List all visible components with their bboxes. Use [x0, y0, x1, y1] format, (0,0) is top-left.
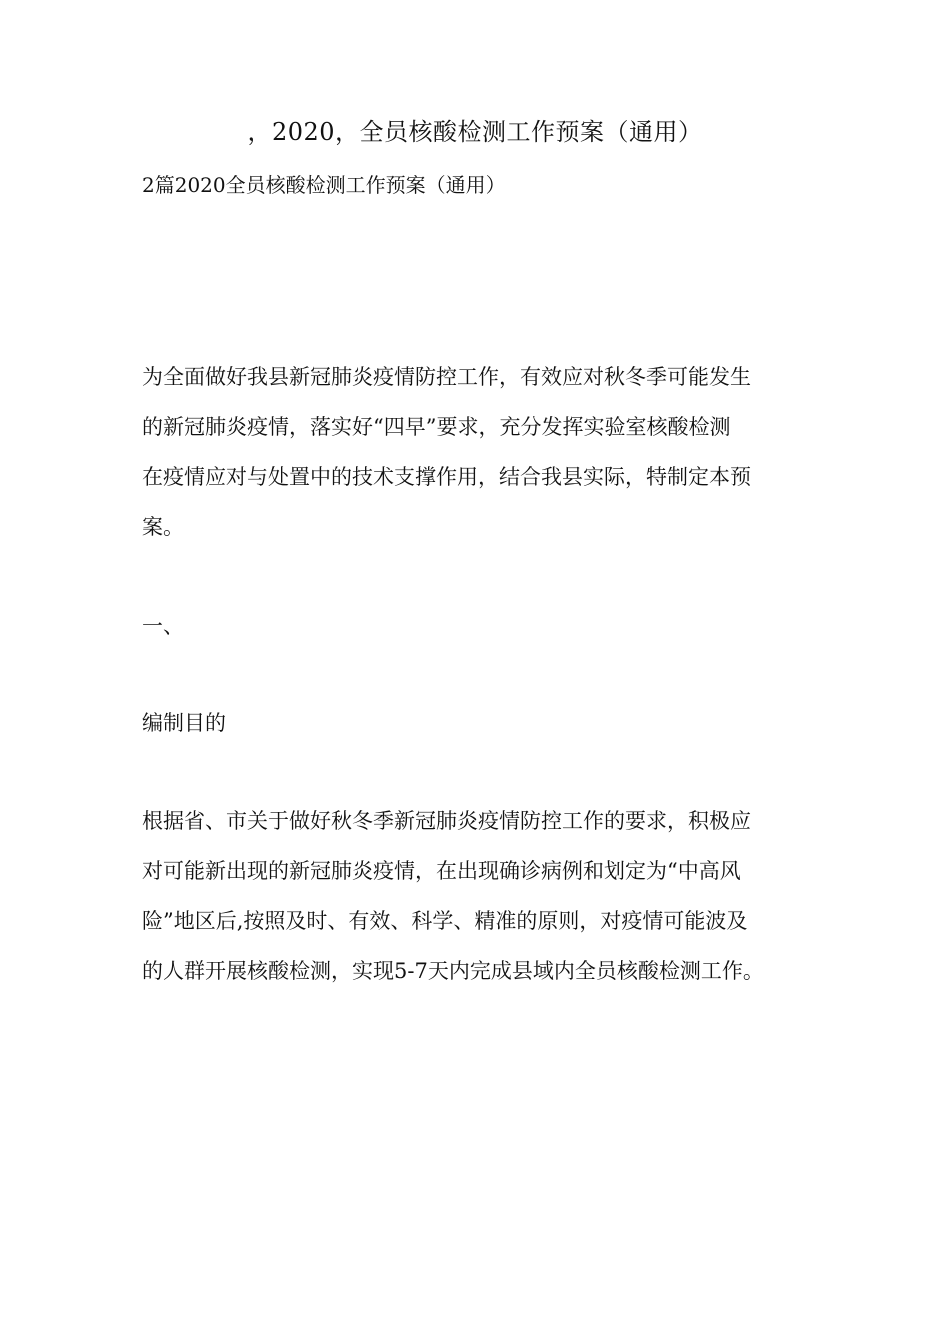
section-heading: 编制目的 [142, 711, 226, 735]
purpose-line: 对可能新出现的新冠肺炎疫情，在出现确诊病例和划定为“中高风 [142, 859, 741, 883]
intro-line: 为全面做好我县新冠肺炎疫情防控工作，有效应对秋冬季可能发生 [142, 365, 751, 389]
purpose-line: 的人群开展核酸检测，实现5-7天内完成县域内全员核酸检测工作。 [142, 959, 764, 983]
document-subtitle: 2篇2020全员核酸检测工作预案（通用） [142, 173, 506, 197]
intro-paragraph [142, 352, 822, 552]
intro-line: 的新冠肺炎疫情，落实好“四早”要求，充分发挥实验室核酸检测 [142, 415, 731, 439]
intro-line: 案。 [142, 515, 184, 539]
section-number: 一、 [142, 614, 184, 638]
purpose-line: 险”地区后,按照及时、有效、科学、精准的原则，对疫情可能波及 [142, 909, 748, 933]
intro-line: 在疫情应对与处置中的技术支撑作用，结合我县实际，特制定本预 [142, 465, 751, 489]
purpose-paragraph [142, 796, 822, 996]
purpose-line: 根据省、市关于做好秋冬季新冠肺炎疫情防控工作的要求，积极应 [142, 809, 751, 833]
document-title: ，2020，全员核酸检测工作预案（通用） [247, 118, 703, 146]
